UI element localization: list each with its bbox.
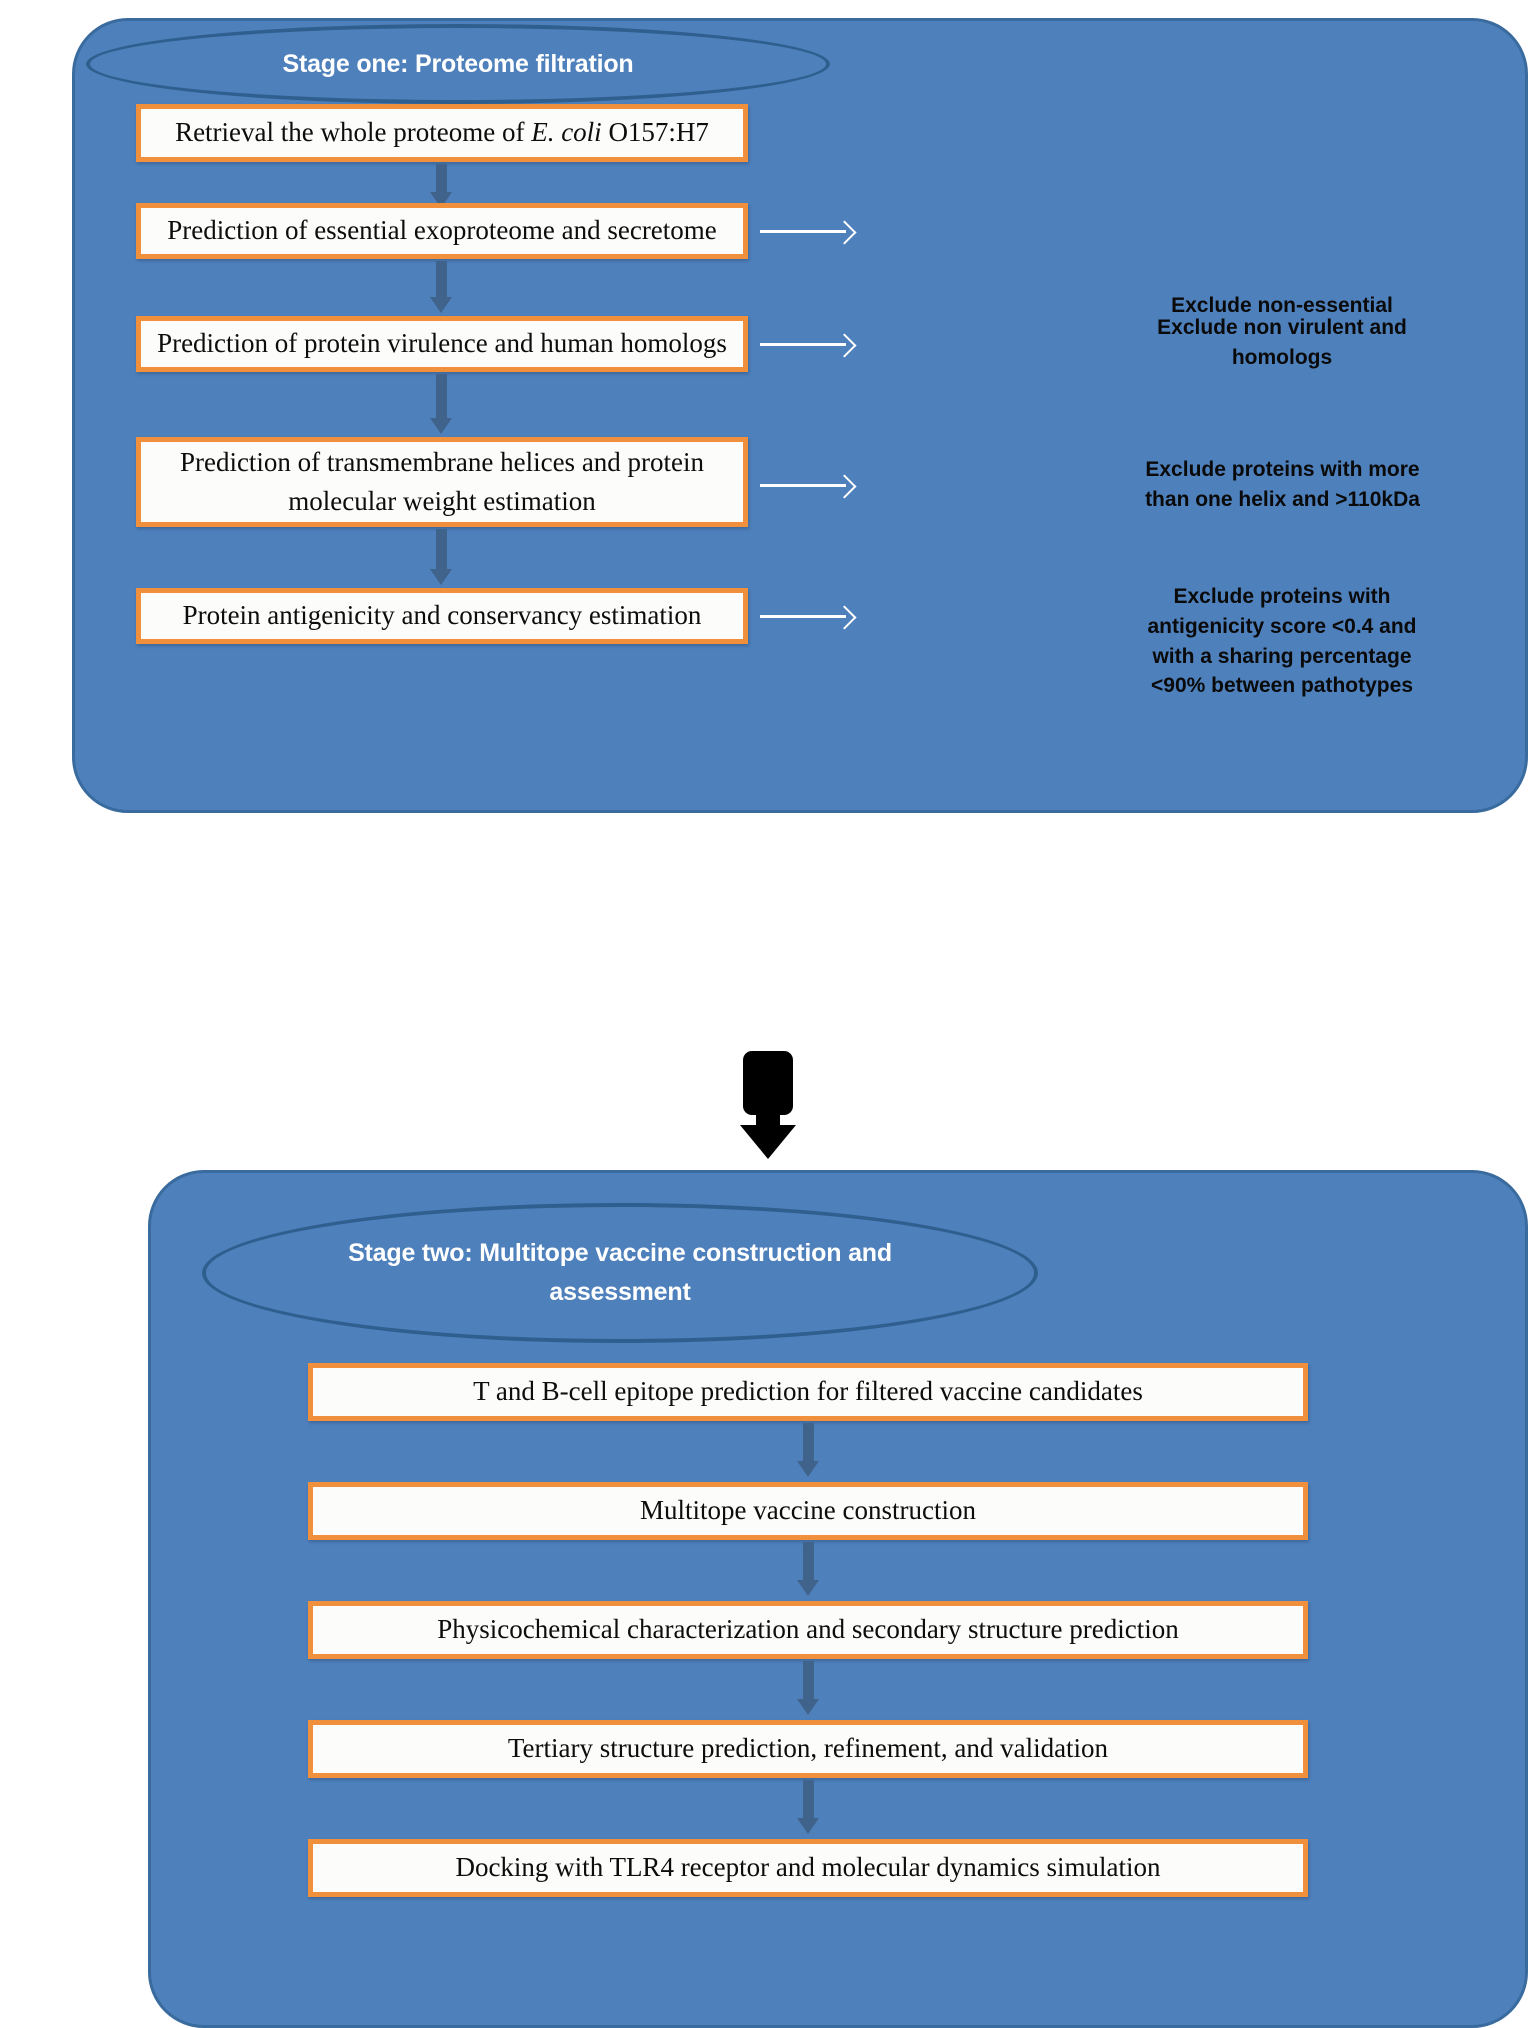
connector-arrow-6 (797, 1542, 819, 1598)
connector-arrow-8 (797, 1780, 819, 1836)
stage-two-title-ellipse (202, 1203, 1038, 1343)
connector-arrow-2 (430, 261, 452, 315)
process-label-virulence: Prediction of protein virulence and human homologs (157, 328, 727, 359)
connector-arrow-5 (797, 1423, 819, 1479)
side-arrow-non-virulent (760, 331, 856, 357)
process-label-physicochemical: Physicochemical characterization and secondary structure prediction (437, 1614, 1179, 1645)
process-label-antigenicity: Protein antigenicity and conservancy estimation (182, 600, 702, 631)
exclusion-note-non-virulent: Exclude non virulent and homologs (1157, 316, 1407, 369)
exclusion-note-helix-weight: Exclude proteins with more than one helix and >110kDa (1145, 458, 1420, 511)
process-label-docking: Docking with TLR4 receptor and molecular dynamics simulation (455, 1852, 1161, 1883)
side-arrow-antigenicity (760, 603, 856, 629)
retrieval-suffix: O157:H7 (601, 117, 709, 148)
process-box-tertiary[interactable] (308, 1720, 1308, 1778)
exclusion-note-non-essential: Exclude non-essential (1171, 294, 1393, 317)
retrieval-species: E. coli (531, 117, 602, 148)
stage-connector-arrow-icon (740, 1051, 796, 1159)
process-box-epitope[interactable] (308, 1363, 1308, 1421)
process-label-construction: Multitope vaccine construction (640, 1495, 976, 1526)
process-box-virulence[interactable] (136, 316, 748, 372)
connector-arrow-3 (430, 374, 452, 436)
process-label-epitope: T and B-cell epitope prediction for filtered vaccine candidates (473, 1376, 1143, 1407)
retrieval-prefix: Retrieval the whole proteome of (175, 117, 532, 148)
process-box-antigenicity[interactable] (136, 588, 748, 644)
connector-arrow-7 (797, 1661, 819, 1717)
process-box-physicochemical[interactable] (308, 1601, 1308, 1659)
process-label-retrieval (161, 113, 723, 152)
process-box-construction[interactable] (308, 1482, 1308, 1540)
side-arrow-non-essential (760, 218, 856, 244)
process-box-retrieval[interactable] (136, 104, 748, 162)
stage-one-title-ellipse (86, 24, 830, 104)
process-box-docking[interactable] (308, 1839, 1308, 1897)
connector-arrow-4 (430, 529, 452, 587)
connector-arrow-1 (430, 164, 452, 208)
stage-two-title: Stage two: Multitope vaccine construction and assessment (348, 1239, 892, 1306)
process-box-exoproteome[interactable] (136, 203, 748, 259)
process-box-transmembrane[interactable] (136, 437, 748, 527)
process-label-tertiary: Tertiary structure prediction, refinement, and validation (507, 1733, 1109, 1764)
exclusion-note-antigenicity: Exclude proteins with antigenicity score <0.4 and with a sharing percentage <90% between pathotypes (1147, 585, 1417, 698)
stage-one-title: Stage one: Proteome filtration (282, 49, 634, 78)
side-arrow-helix-weight (760, 472, 856, 498)
process-label-transmembrane: Prediction of transmembrane helices and protein molecular weight estimation (179, 446, 705, 516)
process-label-exoproteome: Prediction of essential exoproteome and secretome (167, 215, 717, 246)
